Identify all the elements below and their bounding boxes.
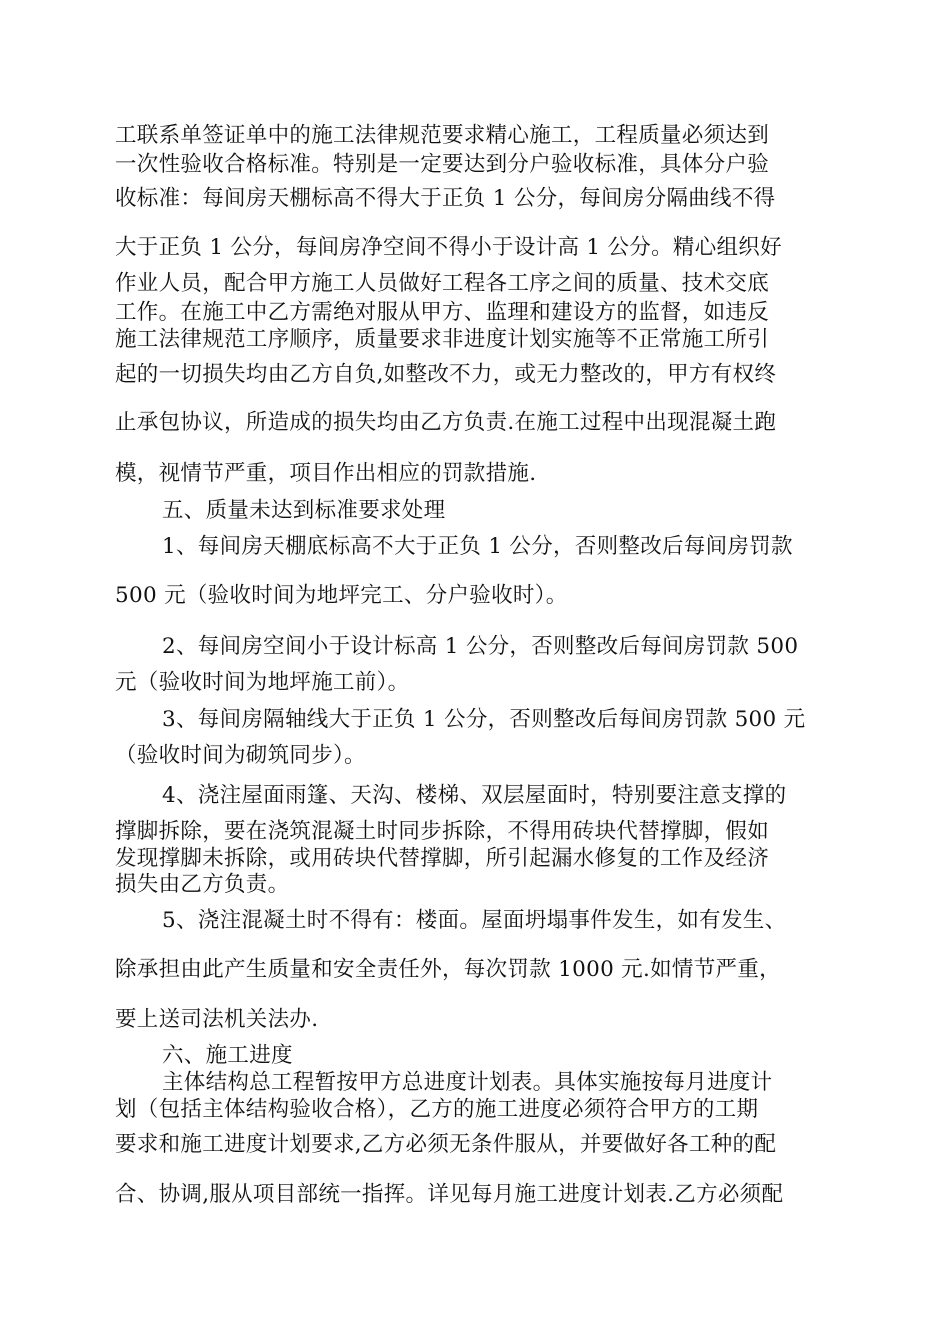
text-line: 2、每间房空间小于设计标高 1 公分，否则整改后每间房罚款 500 bbox=[162, 634, 799, 659]
text-line: 模，视情节严重，项目作出相应的罚款措施. bbox=[115, 461, 537, 486]
text-line: 一次性验收合格标准。特别是一定要达到分户验收标准，具体分户验 bbox=[115, 152, 770, 177]
text-line: 5、浇注混凝土时不得有：楼面。屋面坍塌事件发生，如有发生、 bbox=[162, 908, 787, 933]
section-heading: 五、质量未达到标准要求处理 bbox=[162, 498, 446, 523]
text-line: 3、每间房隔轴线大于正负 1 公分，否则整改后每间房罚款 500 元 bbox=[162, 707, 806, 732]
text-line: （验收时间为砌筑同步）。 bbox=[115, 743, 366, 768]
text-line: 施工法律规范工序顺序，质量要求非进度计划实施等不正常施工所引 bbox=[115, 327, 770, 352]
text-line: 500 元（验收时间为地坪完工、分户验收时）。 bbox=[115, 583, 568, 608]
text-line: 划（包括主体结构验收合格），乙方的施工进度必须符合甲方的工期 bbox=[115, 1097, 759, 1122]
text-line: 作业人员，配合甲方施工人员做好工程各工序之间的质量、技术交底 bbox=[115, 271, 770, 296]
text-line: 要上送司法机关法办. bbox=[115, 1007, 319, 1032]
text-line: 发现撑脚未拆除，或用砖块代替撑脚，所引起漏水修复的工作及经济 bbox=[115, 846, 770, 871]
text-line: 收标准：每间房天棚标高不得大于正负 1 公分，每间房分隔曲线不得 bbox=[115, 186, 776, 211]
text-line: 工作。在施工中乙方需绝对服从甲方、监理和建设方的监督，如违反 bbox=[115, 300, 770, 325]
text-line: 大于正负 1 公分，每间房净空间不得小于设计高 1 公分。精心组织好 bbox=[115, 235, 782, 260]
text-line: 元（验收时间为地坪施工前）。 bbox=[115, 670, 410, 695]
text-line: 止承包协议，所造成的损失均由乙方负责.在施工过程中出现混凝土跑 bbox=[115, 410, 777, 435]
text-line: 损失由乙方负责。 bbox=[115, 872, 290, 897]
text-line: 1、每间房天棚底标高不大于正负 1 公分，否则整改后每间房罚款 bbox=[162, 534, 793, 559]
text-line: 主体结构总工程暂按甲方总进度计划表。具体实施按每月进度计 bbox=[162, 1070, 773, 1095]
text-line: 要求和施工进度计划要求,乙方必须无条件服从，并要做好各工种的配 bbox=[115, 1132, 777, 1157]
text-line: 起的一切损失均由乙方自负,如整改不力，或无力整改的，甲方有权终 bbox=[115, 362, 777, 387]
text-line: 合、协调,服从项目部统一指挥。详见每月施工进度计划表.乙方必须配 bbox=[115, 1182, 784, 1207]
text-line: 工联系单签证单中的施工法律规范要求精心施工，工程质量必须达到 bbox=[115, 123, 770, 148]
text-line: 撑脚拆除，要在浇筑混凝土时同步拆除，不得用砖块代替撑脚，假如 bbox=[115, 819, 770, 844]
section-heading: 六、施工进度 bbox=[162, 1043, 293, 1068]
text-line: 除承担由此产生质量和安全责任外，每次罚款 1000 元.如情节严重， bbox=[115, 957, 781, 982]
text-line: 4、浇注屋面雨篷、天沟、楼梯、双层屋面时，特别要注意支撑的 bbox=[162, 783, 787, 808]
